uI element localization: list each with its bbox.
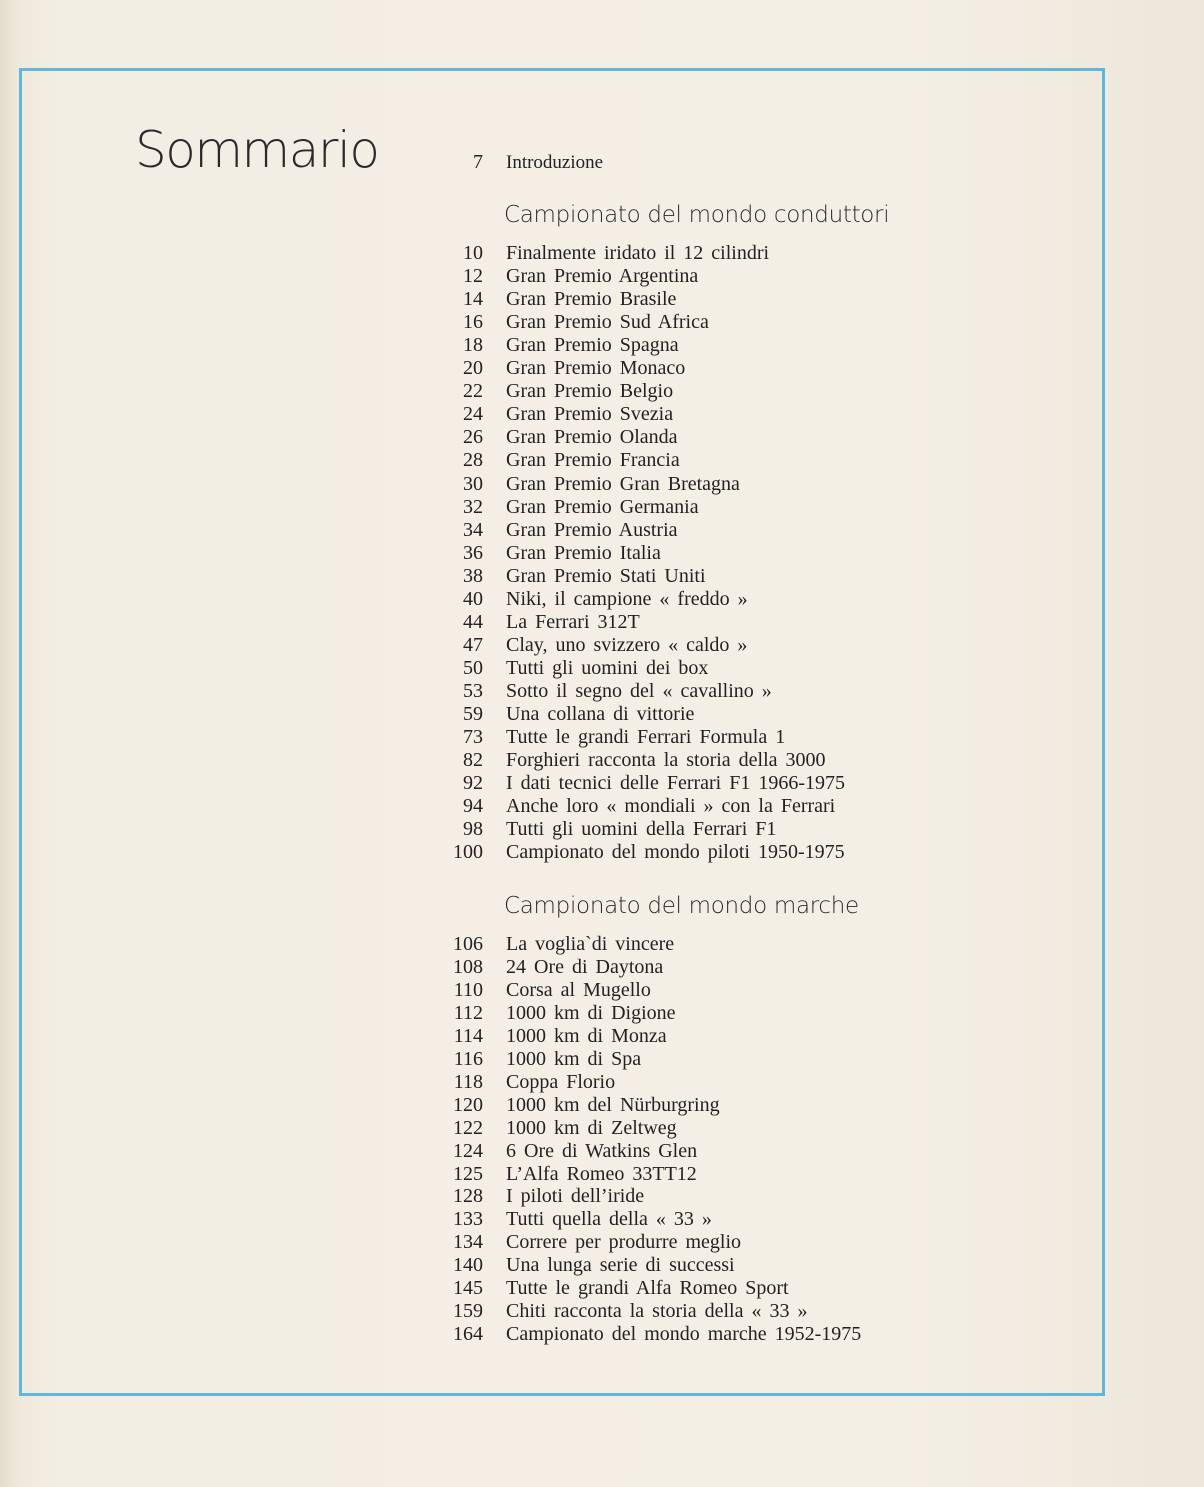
toc-entry[interactable] xyxy=(0,496,1204,519)
toc-entry-title: Gran Premio Stati Uniti xyxy=(506,564,706,587)
toc-entry-title: Introduzione xyxy=(506,152,604,173)
toc-entry[interactable] xyxy=(0,265,1204,288)
toc-entry-title: 1000 km del Nürburgring xyxy=(506,1093,720,1116)
toc-entry-intro[interactable] xyxy=(0,151,1204,174)
toc-entry-title: 24 Ore di Daytona xyxy=(506,955,664,978)
toc-entry[interactable] xyxy=(0,588,1204,611)
toc-page-number: 14 xyxy=(463,288,483,311)
toc-page-number: 20 xyxy=(463,357,483,380)
toc-page-number: 53 xyxy=(463,679,483,702)
toc-page-number: 34 xyxy=(463,518,483,541)
toc-page-number: 145 xyxy=(453,1277,483,1300)
toc-page-number: 118 xyxy=(453,1070,483,1093)
toc-page-number: 134 xyxy=(453,1231,483,1254)
toc-entry-title: 1000 km di Digione xyxy=(506,1001,676,1024)
toc-entry[interactable] xyxy=(0,772,1204,795)
toc-page-number: 112 xyxy=(453,1001,483,1024)
toc-entry-title: Tutte le grandi Ferrari Formula 1 xyxy=(506,726,786,749)
toc-entry-title: I piloti dell’iride xyxy=(506,1185,645,1208)
toc-entry-title: La voglia`di vincere xyxy=(506,933,675,955)
toc-entry-title: Gran Premio Gran Bretagna xyxy=(506,472,740,495)
toc-entry[interactable] xyxy=(0,449,1204,472)
toc-page-number: 106 xyxy=(453,933,483,955)
toc-entry-title: Tutti gli uomini dei box xyxy=(506,656,709,679)
toc-entry[interactable] xyxy=(0,726,1204,749)
toc-page-number: 116 xyxy=(453,1047,483,1070)
toc-entry-title: Gran Premio Brasile xyxy=(506,288,677,311)
toc-entry-title: 6 Ore di Watkins Glen xyxy=(506,1139,698,1162)
toc-entry[interactable] xyxy=(0,357,1204,380)
toc-entry[interactable] xyxy=(0,1185,1204,1208)
toc-page-number: 159 xyxy=(453,1300,483,1323)
toc-entry[interactable] xyxy=(0,657,1204,680)
toc-entry[interactable] xyxy=(0,1025,1204,1048)
toc-entry-title: L’Alfa Romeo 33TT12 xyxy=(506,1162,697,1185)
toc-page-number: 124 xyxy=(453,1139,483,1162)
toc-entry-title: Gran Premio Argentina xyxy=(506,265,699,288)
toc-page-number: 38 xyxy=(463,564,483,587)
toc-entry[interactable] xyxy=(0,1117,1204,1140)
toc-page-number: 110 xyxy=(453,978,483,1001)
toc-entry-title: Gran Premio Olanda xyxy=(506,426,678,449)
toc-page-number: 59 xyxy=(463,703,483,725)
toc-entry-title: Tutti gli uomini della Ferrari F1 xyxy=(506,818,777,841)
toc-entry[interactable] xyxy=(0,288,1204,311)
toc-page-number: 36 xyxy=(463,541,483,564)
toc-entry-title: Chiti racconta la storia della « 33 » xyxy=(506,1300,808,1323)
toc-entry[interactable] xyxy=(0,841,1204,864)
toc-entry-title: 1000 km di Monza xyxy=(506,1024,667,1047)
toc-entry[interactable] xyxy=(0,680,1204,703)
toc-entry-title: Tutti quella della « 33 » xyxy=(506,1208,712,1231)
toc-page-number: 30 xyxy=(463,472,483,495)
toc-page-number: 16 xyxy=(463,311,483,334)
toc-page-number: 12 xyxy=(463,265,483,288)
toc-page-number: 24 xyxy=(463,403,483,426)
toc-entry-title: Correre per produrre meglio xyxy=(506,1231,742,1254)
toc-entry-title: 1000 km di Spa xyxy=(506,1047,642,1070)
page-title: Sommario xyxy=(135,121,379,179)
toc-page-number: 40 xyxy=(463,587,483,610)
toc-entry[interactable] xyxy=(0,565,1204,588)
toc-entry[interactable] xyxy=(0,1231,1204,1254)
toc-entry-title: Niki, il campione « freddo » xyxy=(506,587,748,610)
toc-entry[interactable] xyxy=(0,1163,1204,1186)
section-heading-conduttori: Campionato del mondo conduttori xyxy=(504,202,890,228)
toc-entry[interactable] xyxy=(0,1277,1204,1300)
toc-entry-title: Gran Premio Belgio xyxy=(506,380,674,403)
toc-page-number: 22 xyxy=(463,380,483,403)
toc-page-number: 44 xyxy=(463,610,483,633)
toc-entry-title: Gran Premio Spagna xyxy=(506,334,679,357)
toc-page-number: 7 xyxy=(473,151,483,173)
toc-page-number: 125 xyxy=(453,1162,483,1185)
toc-page-number: 108 xyxy=(453,955,483,978)
toc-page-number: 128 xyxy=(453,1185,483,1208)
toc-entry-title: Coppa Florio xyxy=(506,1070,616,1093)
toc-page-number: 28 xyxy=(463,449,483,472)
toc-page-number: 114 xyxy=(453,1024,483,1047)
toc-page-number: 47 xyxy=(463,633,483,656)
toc-entry[interactable] xyxy=(0,519,1204,542)
toc-entry[interactable] xyxy=(0,1071,1204,1094)
toc-entry[interactable] xyxy=(0,1002,1204,1025)
toc-page-number: 18 xyxy=(463,334,483,357)
toc-entry[interactable] xyxy=(0,1300,1204,1323)
toc-page-number: 100 xyxy=(453,841,483,864)
toc-page-number: 10 xyxy=(463,242,483,264)
toc-entry[interactable] xyxy=(0,1254,1204,1277)
toc-entry[interactable] xyxy=(0,818,1204,841)
toc-entry-title: Una collana di vittorie xyxy=(506,703,695,725)
toc-entry[interactable] xyxy=(0,334,1204,357)
toc-page-number: 120 xyxy=(453,1093,483,1116)
toc-page-number: 26 xyxy=(463,426,483,449)
toc-entry-title: Gran Premio Francia xyxy=(506,449,680,472)
toc-entry[interactable] xyxy=(0,1323,1204,1346)
toc-entry[interactable] xyxy=(0,403,1204,426)
toc-page-number: 73 xyxy=(463,726,483,749)
toc-entry[interactable] xyxy=(0,703,1204,726)
toc-entry-title: La Ferrari 312T xyxy=(506,610,640,633)
toc-page-number: 94 xyxy=(463,795,483,818)
toc-entry[interactable] xyxy=(0,1048,1204,1071)
toc-entry-title: Corsa al Mugello xyxy=(506,978,651,1001)
toc-entry-title: Gran Premio Monaco xyxy=(506,357,686,380)
toc-entry-title: Tutte le grandi Alfa Romeo Sport xyxy=(506,1277,789,1300)
toc-page-number: 122 xyxy=(453,1116,483,1139)
toc-entry-title: Gran Premio Svezia xyxy=(506,403,674,426)
toc-entry-title: 1000 km di Zeltweg xyxy=(506,1116,677,1139)
toc-entry[interactable] xyxy=(0,795,1204,818)
section-heading-marche: Campionato del mondo marche xyxy=(504,893,859,919)
toc-entry-title: Sotto il segno del « cavallino » xyxy=(506,679,772,702)
toc-page-number: 82 xyxy=(463,749,483,772)
toc-entry[interactable] xyxy=(0,1094,1204,1117)
toc-entry-title: Una lunga serie di successi xyxy=(506,1254,735,1277)
toc-page-number: 164 xyxy=(453,1323,483,1346)
toc-page-number: 50 xyxy=(463,656,483,679)
toc-entry-title: Anche loro « mondiali » con la Ferrari xyxy=(506,795,836,818)
toc-entry[interactable] xyxy=(0,749,1204,772)
toc-entry-title: Forghieri racconta la storia della 3000 xyxy=(506,749,826,772)
toc-entry[interactable] xyxy=(0,473,1204,496)
toc-entry-title: Campionato del mondo marche 1952-1975 xyxy=(506,1323,862,1346)
toc-entry-title: Gran Premio Austria xyxy=(506,518,678,541)
toc-page-number: 133 xyxy=(453,1208,483,1231)
toc-page-number: 32 xyxy=(463,495,483,518)
toc-entry-title: Gran Premio Germania xyxy=(506,495,699,518)
toc-entry[interactable] xyxy=(0,426,1204,449)
toc-entry[interactable] xyxy=(0,956,1204,979)
toc-entry-title: Campionato del mondo piloti 1950-1975 xyxy=(506,841,845,864)
toc-entry[interactable] xyxy=(0,242,1204,265)
toc-page-number: 98 xyxy=(463,818,483,841)
toc-entry[interactable] xyxy=(0,611,1204,634)
toc-page-number: 140 xyxy=(453,1254,483,1277)
toc-entry-title: Gran Premio Sud Africa xyxy=(506,311,709,334)
toc-entry-title: Clay, uno svizzero « caldo » xyxy=(506,633,748,656)
toc-entry-title: Finalmente iridato il 12 cilindri xyxy=(506,242,770,264)
toc-entry[interactable] xyxy=(0,542,1204,565)
toc-entry[interactable] xyxy=(0,1140,1204,1163)
toc-entry[interactable] xyxy=(0,933,1204,956)
toc-entry-title: I dati tecnici delle Ferrari F1 1966-1975 xyxy=(506,772,846,795)
toc-entry[interactable] xyxy=(0,634,1204,657)
toc-entry[interactable] xyxy=(0,311,1204,334)
toc-page-number: 92 xyxy=(463,772,483,795)
toc-entry-title: Gran Premio Italia xyxy=(506,541,661,564)
toc-entry[interactable] xyxy=(0,1208,1204,1231)
toc-entry[interactable] xyxy=(0,979,1204,1002)
toc-entry[interactable] xyxy=(0,380,1204,403)
